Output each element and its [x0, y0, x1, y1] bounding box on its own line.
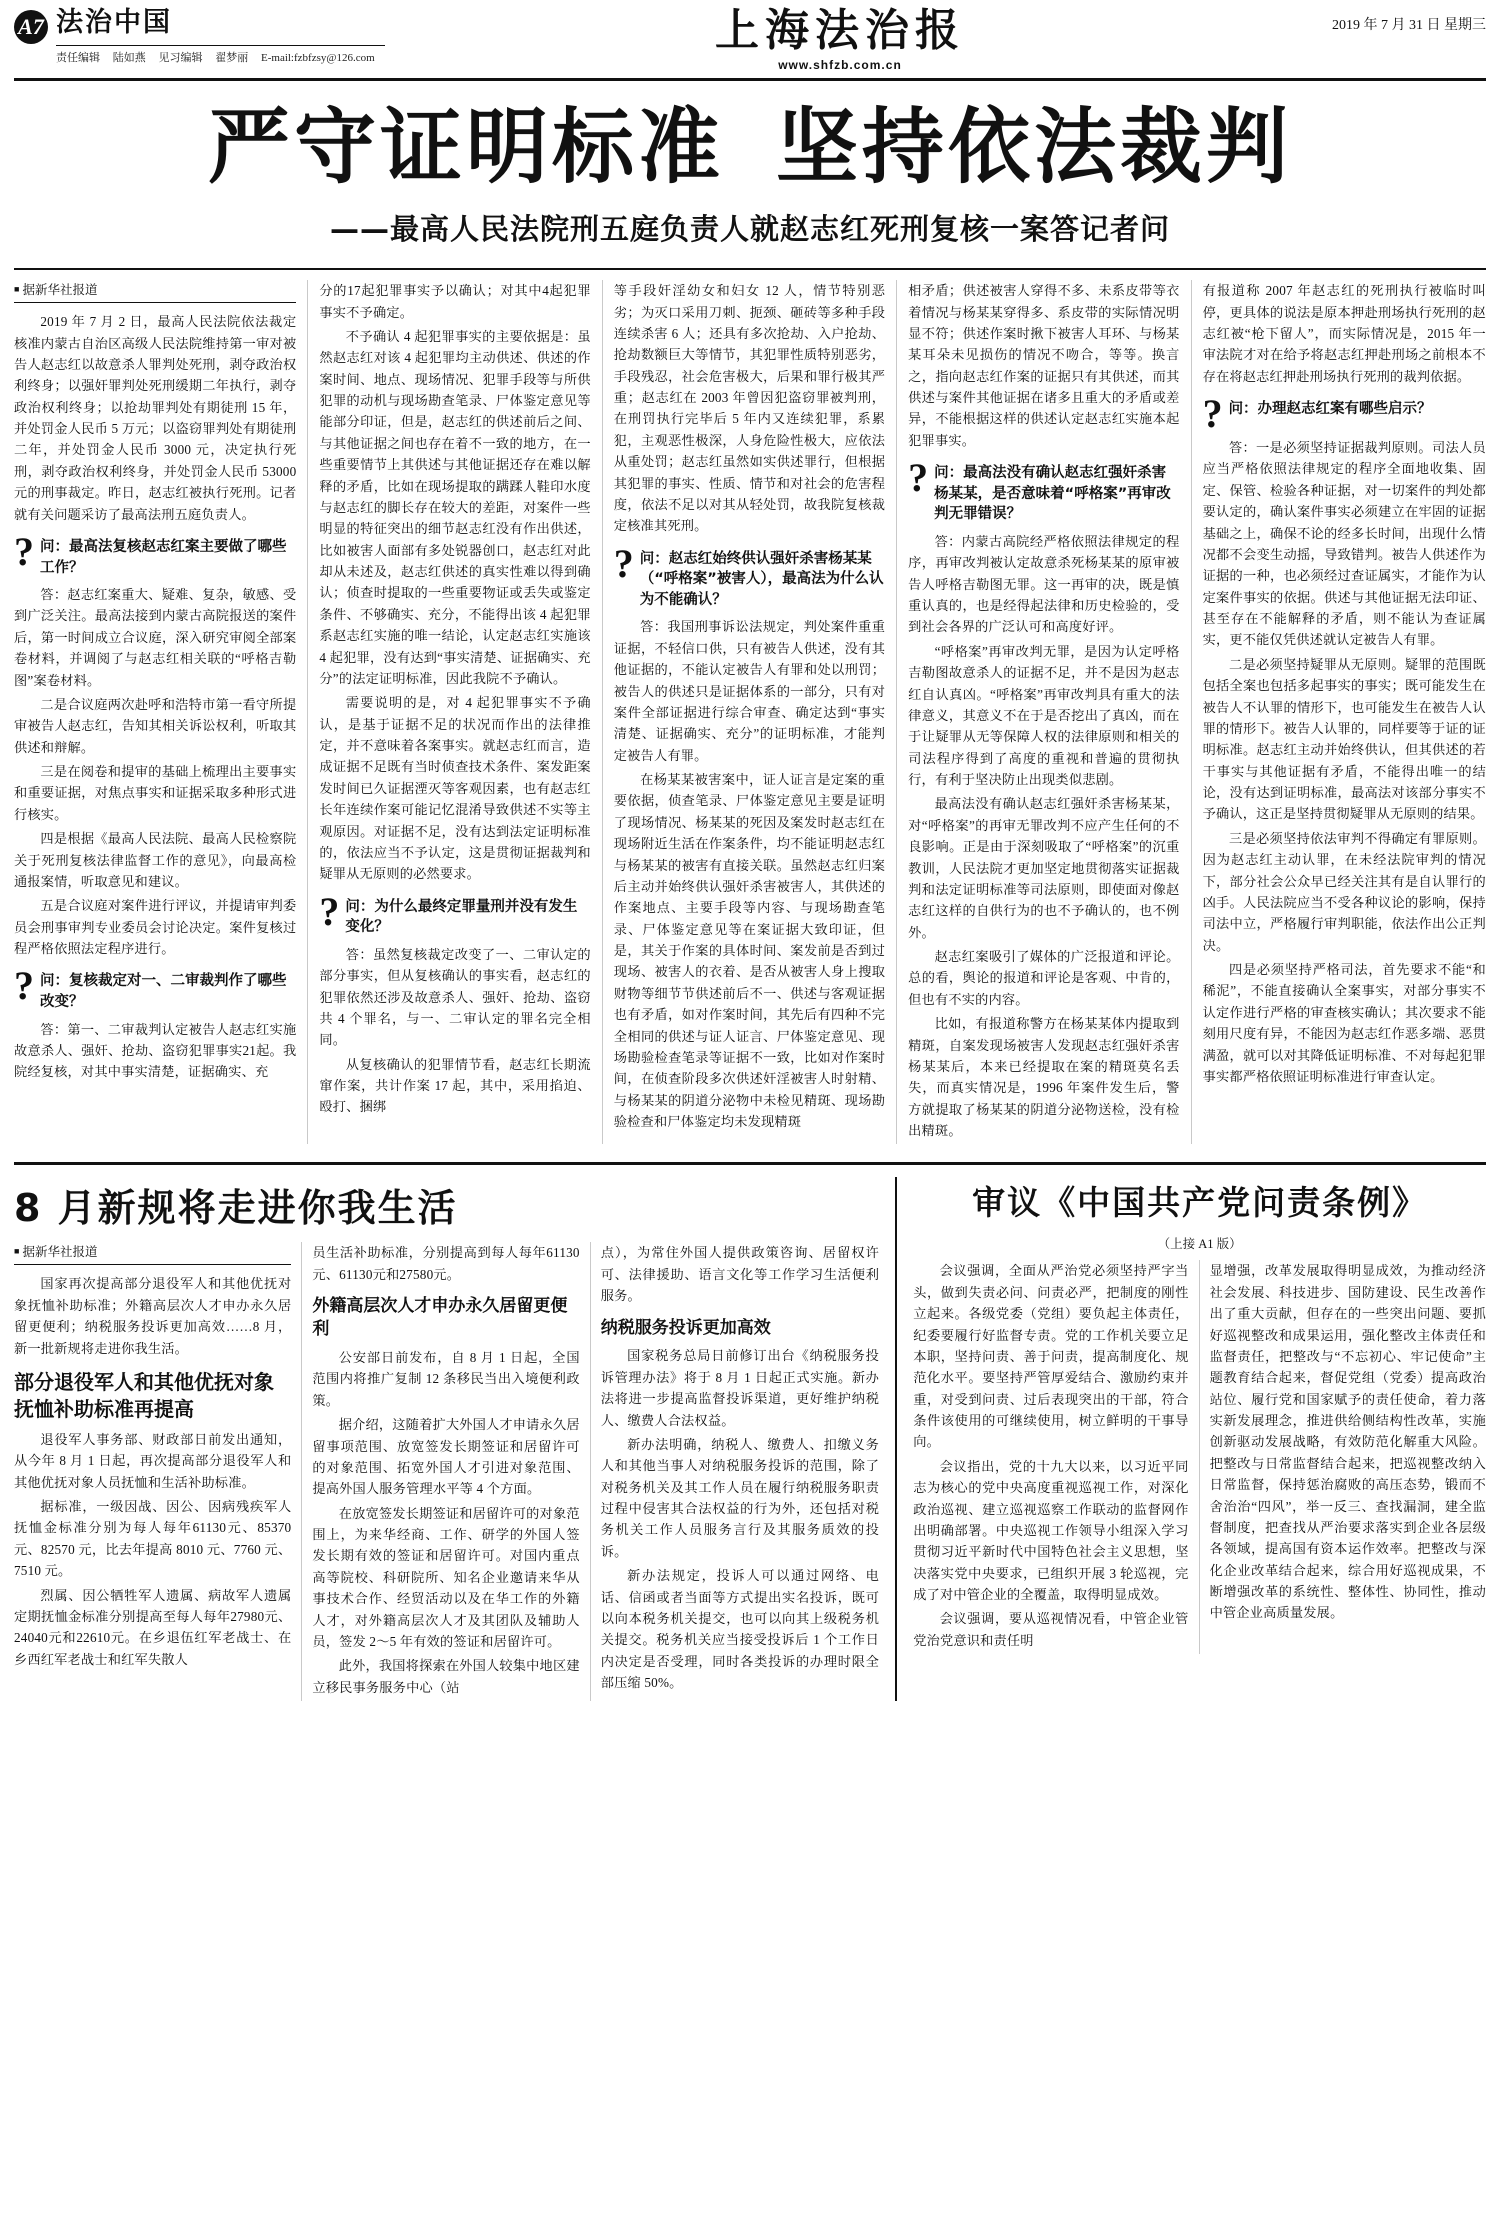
headline-part-2: 坚持依法裁判	[776, 100, 1293, 196]
paper-name: 上海法治报	[715, 5, 965, 56]
lower-section	[14, 1162, 1486, 1701]
question-mark-icon: ?	[1202, 391, 1223, 437]
lower-left-columns	[14, 1242, 879, 1701]
lower-left-source: ■ 据新华社报道	[14, 1242, 291, 1265]
paragraph: 员生活补助标准，分别提高到每人每年61130元、61130元和27580元。	[312, 1245, 580, 1282]
lower-left-column-2	[302, 1242, 590, 1701]
lower-right-article	[897, 1177, 1486, 1701]
paragraph: 从复核确认的犯罪情节看，赵志红长期流窜作案，共计作案 17 起，其中，采用掐迫、殴打、捆绑	[319, 1056, 591, 1115]
lower-left-column-1	[14, 1242, 302, 1701]
paragraph: 四是根据《最高人民法院、最高人民检察院关于死刑复核法律监督工作的意见》，向最高检通报案情，听取意见和建议。	[14, 831, 297, 889]
paragraph: 最高法没有确认赵志红强奸杀害杨某某，对“呼格案”的再审无罪改判不应产生任何的不良影响。正是由于深刻吸取了“呼格案”的沉重教训，人民法院才更加坚定地贯彻落实证据裁判和法定证明标准等司法原则，即使面对像赵志红这样的自供行为的也不予确认的，也不例外。	[908, 796, 1180, 940]
question-text: 问：复核裁定对一、二审裁判作了哪些改变？	[40, 973, 287, 1011]
lower-left-article	[14, 1177, 897, 1701]
question-block-2	[14, 963, 296, 1012]
section-block	[56, 8, 385, 65]
paragraph: 答：我国刑事诉讼法规定，判处案件重重证据，不轻信口供，只有被告人供述，没有其他证据的，不能认定被告人有罪和处以刑罚；被告人的供述只是证据体系的一部分，只有对案件全部证据进行综合审查、确定达到“事实清楚、证据确实、充分”的证明标准，才能判定被告人有罪。	[613, 619, 886, 763]
paragraph: 在杨某某被害案中，证人证言是定案的重要依据，侦查笔录、尸体鉴定意见主要是证明了现场情况、杨某某的死因及案发时赵志红在现场附近生活在作案条件，均不能证明赵志红与杨某某的被害有直接关联。虽然赵志红归案后主动并始终供认强奸杀害被害人，其供述的作案地点、主要手段等内容、与现场勘查笔录、尸体鉴定意见等在案证据大致印证，但是，其关于作案的具体时间、案发前是否到过现场、被害人的衣着、是否从被害人身上搜取财物等细节节供述前后不一、供述与客观证据也有矛盾，如对作案时间，其先后有四种不完全相同的供述与证人证言、尸体鉴定意见、现场勘验检查笔录等证据不一致，比如对作案时间，在侦查阶段多次供述奸淫被害人时射精、与杨某某的阴道分泌物中未检见精斑、现场勘验检查和尸体鉴定均未发现精斑	[613, 772, 886, 1130]
paragraph: 此外，我国将探索在外国人较集中地区建立移民事务服务中心（站	[312, 1658, 580, 1695]
lower-left-column-3	[591, 1242, 879, 1701]
paragraph: 据标准，一级因战、因公、因病残疾军人抚恤金标准分别为每人每年61130元、85370 元、82570 元，比去年提高 8010 元、7760 元、7510 元。	[14, 1499, 292, 1579]
question-block-3	[319, 888, 590, 938]
subsection-heading: 外籍高层次人才申办永久居留更便利	[312, 1296, 568, 1340]
editor-email: E-mail:fzbfzsy@126.com	[261, 51, 375, 64]
question-mark-icon: ?	[14, 963, 34, 1009]
masthead-credits	[56, 45, 385, 65]
article-column-5	[1192, 280, 1486, 1144]
headline-part-1: 严守证明标准	[207, 100, 724, 196]
subsection-heading: 部分退役军人和其他优抚对象抚恤补助标准再提高	[14, 1369, 274, 1421]
question-mark-icon: ?	[613, 540, 634, 586]
article-column-2	[308, 280, 602, 1144]
question-block-6	[1202, 391, 1486, 437]
paper-website: www.shfzb.com.cn	[778, 58, 902, 73]
publication-date: 2019 年 7 月 31 日 星期三	[1332, 18, 1486, 33]
intern-name: 翟梦丽	[215, 51, 249, 64]
intern-label: 见习编辑	[158, 51, 203, 64]
lower-left-title: 8 月新规将走进你我生活	[14, 1186, 458, 1231]
paragraph: “呼格案”再审改判无罪，是因为认定呼格吉勒图故意杀人的证据不足，并不是因为赵志红自认真凶。“呼格案”再审改判具有重大的法律意义，其意义不在于是否挖出了真凶，而在于让疑罪从无等保障人权的法律原则和相关的司法程序得到了高度的重视和普遍的贯彻执行，有利于坚决防止出现类似悲剧。	[908, 643, 1180, 788]
paragraph: 四是必须坚持严格司法，首先要求不能“和稀泥”，不能直接确认全案事实，对部分事实不认定作进行严格的审查核实确认；其次要求不能刻用尺度有异，不能因为赵志红作恶多端、恶贯满盈，就可以对其降低证明标准、不对每起犯罪事实都严格依照证明标准进行审查认定。	[1202, 962, 1486, 1084]
editor-label: 责任编辑	[56, 51, 100, 64]
paragraph: 烈属、因公牺牲军人遗属、病故军人遗属定期抚恤金标准分别提高至每人每年27980元、24040元和22610元。在乡退伍红军老战士、在乡西红军老战士和红军失散人	[14, 1587, 292, 1667]
question-text: 问：最高法复核赵志红案主要做了哪些工作？	[40, 538, 287, 576]
paragraph: 新办法规定，投诉人可以通过网络、电话、信函或者当面等方式提出实名投诉，既可以向本税务机关提交，也可以向其上级税务机关提交。税务机关应当接受投诉后 1 个工作日内决定是否受理，同时各类投诉的办理时限全部压缩 50%。	[600, 1568, 880, 1691]
paragraph: 2019 年 7 月 2 日，最高人民法院依法裁定核准内蒙古自治区高级人民法院维持第一审对被告人赵志红以故意杀人罪判处死刑，剥夺政治权利终身；以强奸罪判处死刑缓期二年执行，剥夺政治权利终身；以抢劫罪判处有期徒刑 15 年，并处罚金人民币 5 万元；以盗窃罪判处有期徒刑二年，并处罚金人民币 3000 元，决定执行死刑，剥夺政治权利终身，并处罚金人民币 53000 元的刑事裁定。昨日，赵志红被执行死刑。记者就有关问题采访了最高法刑五庭负责人。	[14, 314, 297, 522]
lower-right-column-1	[913, 1260, 1199, 1654]
paragraph: 三是必须坚持依法审判不得确定有罪原则。因为赵志红主动认罪，在未经法院审判的情况下，部分社会公众早已经关注其有是自认罪行的凶手。人民法院应当不受各种议论的影响，保持司法中立，严格履行审判职能，依法作出公正判决。	[1202, 830, 1486, 953]
paragraph: 三是在阅卷和提审的基础上梳理出主要事实和重要证据，对焦点事实和证据采取多种形式进行核实。	[14, 764, 297, 822]
paragraph: 有报道称 2007 年赵志红的死刑执行被临时叫停，更具体的说法是原本押赴刑场执行死刑的赵志红被“枪下留人”，而实际情况是，2015 年一审法院才对在给予将赵志红押赴刑场之前根本不存在将赵志红押赴刑场执行死刑的裁判依据。	[1202, 283, 1486, 384]
paragraph: 点），为常住外国人提供政策咨询、居留权许可、法律援助、语言文化等工作学习生活便利服务。	[600, 1245, 880, 1304]
question-block-1	[14, 528, 296, 578]
question-block-5	[908, 455, 1179, 525]
headline-block	[14, 81, 1486, 254]
subsection-heading: 纳税服务投诉更加高效	[600, 1317, 771, 1338]
paragraph: 答：虽然复核裁定改变了一、二审认定的部分事实，但从复核确认的事实看，赵志红的犯罪依然还涉及故意杀人、强奸、抢劫、盗窃共 4 个罪名，与一、二审认定的罪名完全相同。	[319, 946, 591, 1048]
paragraph: 会议强调，全面从严治党必须坚持严字当头，做到失责必问、问责必严，把制度的刚性立起来。各级党委（党组）要负起主体责任，纪委要履行好监督专责。党的工作机关要立足本职，坚持问责、善于问责，提高制度化、规范化水平。要坚持严管厚爱结合、激励约束并重，对受到问责、过后表现突出的干部，符合条件该使用的可继续使用，树立鲜明的干事导向。	[913, 1263, 1189, 1450]
masthead-left	[14, 8, 444, 65]
headline-subtitle: ——最高人民法院刑五庭负责人就赵志红死刑复核一案答记者问	[329, 212, 1170, 247]
paragraph: 答：赵志红案重大、疑难、复杂，敏感、受到广泛关注。最高法接到内蒙古高院报送的案件后，第一时间成立合议庭，深入研究审阅全部案卷材料，并调阅了与赵志红相关联的“呼格吉勒图”案卷材料。	[14, 587, 297, 688]
paragraph: 退役军人事务部、财政部日前发出通知，从今年 8 月 1 日起，再次提高部分退役军人和其他优抚对象人员抚恤和生活补助标准。	[14, 1431, 292, 1490]
paragraph: 二是必须坚持疑罪从无原则。疑罪的范围既包括全案也包括多起事实的事实；既可能发生在被告人不认罪的情形下，也可能发生在被告人认罪的情形下。被告人认罪的，同样要等于证的证明标准。赵志红主动并始终供认，但其供述的若干事实与其他证据有矛盾，不能得出唯一的结论，没有达到证明标准，最高法对该部分事实不予确认，这正是坚持贯彻疑罪从无原则的结果。	[1202, 656, 1486, 822]
article-column-1	[14, 280, 308, 1144]
paragraph: 二是合议庭两次赴呼和浩特市第一看守所提审被告人赵志红，告知其相关诉讼权利，听取其供述和辩解。	[14, 696, 297, 755]
paragraph: 等手段奸淫幼女和妇女 12 人，情节特别恶劣；为灭口采用刀刺、扼颈、砸砖等多种手段连续杀害 6 人；还具有多次抢劫、入户抢劫、抢劫数额巨大等情节，其犯罪性质特别恶劣，手段残忍，社会危害极大，后果和罪行极其严重；赵志红在 2003 年曾因犯盗窃罪被判刑，在刑罚执行完毕后 5 年内又连续犯罪，系累犯，主观恶性极深，人身危险性极大，应依法从重处罚；赵志红虽然如实供述罪行，但根据其犯罪的事实、性质、情节和对社会的危害程度，依法不足以对其从轻处罚，故我院复核裁定核准其死刑。	[613, 283, 886, 534]
article-column-4	[897, 280, 1191, 1144]
question-text: 问：为什么最终定罪量刑并没有发生变化？	[345, 898, 578, 936]
question-text: 问：最高法没有确认赵志红强奸杀害杨某某，是否意味着“呼格案”再审改判无罪错误？	[934, 465, 1171, 523]
paragraph: 赵志红案吸引了媒体的广泛报道和评论。总的看，舆论的报道和评论是客观、中肯的，但也有不实的内容。	[908, 949, 1180, 1007]
paragraph: 答：一是必须坚持证据裁判原则。司法人员应当严格依照法律规定的程序全面地收集、固定、保管、检验各种证据，对一切案件的判处都要认定的，确认案件事实必须建立在牢固的证据基础之上，确保不论的经多长时间，出现什么情况都不会变生动摇，导致错判。被告人供述作为证据的一种，也必须经过查证属实，才能作为认定案件事实的依据。供述与其他证据无法印证、甚至存在不能解释的矛盾，则不能认为查证属实，更不能仅凭供述就认定被告人有罪。	[1202, 440, 1486, 648]
masthead-center	[444, 5, 1236, 73]
question-text: 问：赵志红始终供认强奸杀害杨某某（“呼格案”被害人），最高法为什么认为不能确认？	[639, 550, 884, 608]
editor-name: 陆如燕	[112, 51, 146, 64]
paragraph: 公安部日前发布，自 8 月 1 日起，全国范围内将推广复制 12 条移民当出入境便利政策。	[312, 1350, 580, 1408]
main-headline	[14, 100, 1486, 196]
paragraph: 答：第一、二审裁判认定被告人赵志红实施故意杀人、强奸、抢劫、盗窃犯罪事实21起。我院经复核，对其中事实清楚，证据确实、充	[14, 1021, 297, 1080]
paragraph: 会议强调，要从巡视情况看，中管企业管党治党意识和责任明	[913, 1611, 1189, 1648]
paragraph: 答：内蒙古高院经严格依照法律规定的程序，再审改判被认定故意杀死杨某某的原审被告人呼格吉勒图无罪。这一再审的决，既是慎重认真的，也是经得起法律和历史检验的，受到社会各界的广泛认可和高度好评。	[908, 533, 1180, 635]
page-number-badge: A7	[14, 10, 48, 44]
question-block-4	[613, 540, 885, 611]
question-text: 问：办理赵志红案有哪些启示？	[1228, 401, 1432, 418]
question-mark-icon: ?	[908, 455, 929, 501]
paragraph: 显增强，改革发展取得明显成效，为推动经济社会发展、科技进步、国防建设、民生改善作出了重大贡献，但存在的一些突出问题、要抓好巡视整改和成果运用，强化整改主体责任和监督责任，把整改与“不忘初心、牢记使命”主题教育结合起来，督促党组（党委）提高政治站位、履行党和国家赋予的责任使命，着力落实新发展理念，推进供给侧结构性改革，实施创新驱动发展战略，有效防范化解重大风险。把整改与日常监督结合起来，把巡视整改纳入日常监督，保持惩治腐败的高压态势，锻而不舍治治“四风”，举一反三、查找漏洞，建全监督制度，把查找从严治要求落实到企业各层级各领域，提高国有资本运作效率。把整改与深化企业改革结合起来，综合用好巡视成果，不断增强改革的系统性、整体性、协同性，推动中管企业高质量发展。	[1209, 1263, 1486, 1621]
article-column-3	[603, 280, 897, 1144]
paragraph: 不予确认 4 起犯罪事实的主要依据是：虽然赵志红对该 4 起犯罪均主动供述、供述的作案时间、地点、现场情况、犯罪手段等与所供犯罪的动机与现场勘查笔录、尸体鉴定意见等能部分印证，但是，赵志红的供述前后之间、与其他证据之间也存在着不一致的地方，在一些重要情节上其供述与其他证据还存在难以解释的矛盾，比如在现场提取的蹒蹂人鞋印水度与赵志红的脚长存在较大的差距，对案件一些明显的特征突出的细节赵志红没有作出供述，比如被害人面部有多处锐器创口，赵志红对此却从未述及，赵志红供述的真实性难以得到确认；侦查时提取的一些重要物证或丢失或鉴定条件、不够确实、充分，不能得出该 4 起犯罪系赵志红实施的唯一结论，认定赵志红实施该 4 起犯罪，没有达到“事实清楚、证据确实、充分”的法定证明标准，因此我院不予确认。	[319, 328, 591, 686]
section-title: 法治中国	[56, 7, 172, 38]
paragraph: 相矛盾；供述被害人穿得不多、未系皮带等衣着情况与杨某某穿得多、系皮带的实际情况明显不符；供述作案时揪下被害人耳环、与杨某某耳朵未见损伤的情况不吻合，等等。换言之，指向赵志红作案的证据只有其供述，而其供述与案件其他证据在诸多且重大的矛盾或差异，不能根据这样的供述认定赵志红实施本起犯罪事实。	[908, 283, 1180, 448]
paragraph: 五是合议庭对案件进行评议，并提请审判委员会刑事审判专业委员会讨论决定。案件复核过程严格依照法定程序进行。	[14, 898, 297, 957]
article-source: ■ 据新华社报道	[14, 280, 296, 303]
question-mark-icon: ?	[14, 528, 34, 574]
question-mark-icon: ?	[319, 888, 340, 934]
paragraph: 在放宽签发长期签证和居留许可的对象范围上，为来华经商、工作、研学的外国人签发长期有效的签证和居留许可。对国内重点高等院校、科研院所、知名企业邀请来华从事技术合作、经贸活动以及在华工作的外籍人才，对外籍高层次人才及其团队及辅助人员，签发 2～5 年有效的签证和居留许可。	[312, 1505, 580, 1649]
lower-right-columns	[913, 1260, 1486, 1654]
paragraph: 新办法明确，纳税人、缴费人、扣缴义务人和其他当事人对纳税服务投诉的范围，除了对税务机关及其工作人员在履行纳税服务职责过程中侵害其合法权益的行为外，还包括对税务机关工作人员服务言行及其服务质效的投诉。	[600, 1436, 880, 1559]
masthead	[14, 5, 1486, 81]
paragraph: 比如，有报道称警方在杨某某体内提取到精斑，自案发现场被害人发现赵志红强奸杀害杨某某后，本来已经提取在案的精斑莫名丢失，而真实情况是，1996 年案件发生后，警方就提取了杨某某的阴道分泌物送检，没有检出精斑。	[908, 1016, 1180, 1139]
paragraph: 会议指出，党的十九大以来，以习近平同志为核心的党中央高度重视巡视工作，对深化政治巡视、建立巡视巡察工作联动的监督网作出明确部署。中央巡视工作领导小组深入学习贯彻习近平新时代中国特色社会主义思想，坚决落实党中央要求，已组织开展 3 轮巡视，完成了对中管企业的全覆盖，取得明显成效。	[913, 1458, 1189, 1603]
lower-right-continuation-note: （上接 A1 版）	[1157, 1237, 1242, 1252]
paragraph: 据介绍，这随着扩大外国人才申请永久居留事项范围、放宽签发长期签证和居留许可的对象范围、拓宽外国人才引进对象范围、提高外国人服务管理水平等 4 个方面。	[312, 1417, 580, 1497]
paragraph: 国家再次提高部分退役军人和其他优抚对象抚恤补助标准；外籍高层次人才申办永久居留更便利；纳税服务投诉更加高效……8 月，新一批新规将走进你我生活。	[14, 1276, 292, 1356]
lower-right-title: 审议《中国共产党问责条例》	[972, 1183, 1428, 1223]
paragraph: 国家税务总局日前修订出台《纳税服务投诉管理办法》将于 8 月 1 日起正式实施。新办法将进一步提高监督投诉渠道，更好维护纳税人、缴费人合法权益。	[600, 1348, 880, 1428]
paragraph: 分的17起犯罪事实予以确认；对其中4起犯罪事实不予确定。	[319, 283, 591, 320]
paragraph: 需要说明的是，对 4 起犯罪事实不予确认，是基于证据不足的状况而作出的法律推定，并不意味着各案事实。就赵志红而言，造成证据不足既有当时侦查技术条件、案发距案发时间已久证据湮灭等客观因素，也有赵志红长年连续作案可能记忆混淆导致供述不实等主观原因。对证据不足，没有达到法定证明标准的，依法应当不予认定，这是贯彻证据裁判和疑罪从无原则的必然要求。	[319, 695, 591, 882]
lower-right-column-2	[1200, 1260, 1486, 1654]
main-article-columns	[14, 268, 1486, 1144]
